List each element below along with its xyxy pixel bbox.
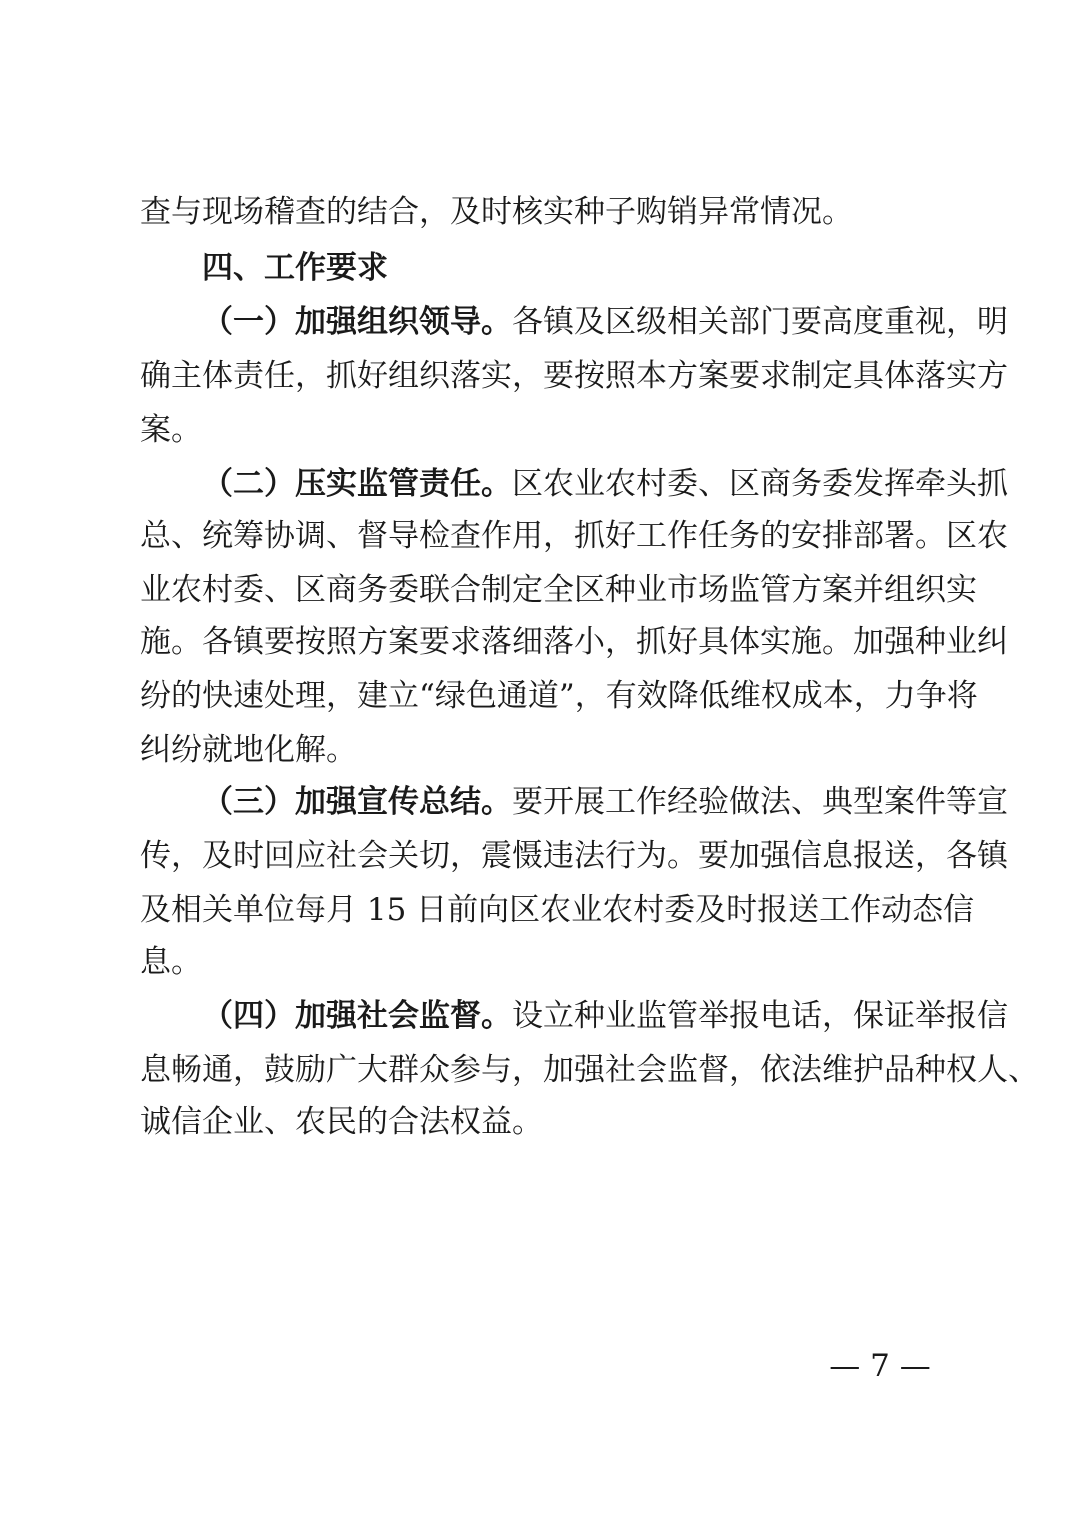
item-4-title: （四）加强社会监督。 xyxy=(202,998,512,1034)
intro-line: 查与现场稽查的结合，及时核实种子购销异常情况。 xyxy=(140,194,853,230)
item-2-line-4: 施。各镇要按照方案要求落细落小，抓好具体实施。加强种业纠 xyxy=(140,624,1008,660)
item-3-line-2: 传，及时回应社会关切，震慑违法行为。要加强信息报送，各镇 xyxy=(140,838,1008,874)
item-2-text: 区农业农村委、区商务委发挥牵头抓 xyxy=(512,466,1008,502)
item-3-title: （三）加强宣传总结。 xyxy=(202,784,512,820)
section-heading: 四、工作要求 xyxy=(202,250,388,286)
item-4-text: 设立种业监管举报电话，保证举报信 xyxy=(512,998,1008,1034)
item-1-line-2: 确主体责任，抓好组织落实，要按照本方案要求制定具体落实方 xyxy=(140,358,1008,394)
item-2-line-6: 纠纷就地化解。 xyxy=(140,732,357,768)
item-2-title: （二）压实监管责任。 xyxy=(202,466,512,502)
item-1-text: 各镇及区级相关部门要高度重视，明 xyxy=(512,304,1008,340)
item-1-title: （一）加强组织领导。 xyxy=(202,304,512,340)
item-2-line-2: 总、统筹协调、督导检查作用，抓好工作任务的安排部署。区农 xyxy=(140,518,1008,554)
item-1-line-1 xyxy=(202,302,1008,342)
item-2-line-5: 纷的快速处理，建立“绿色通道”，有效降低维权成本，力争将 xyxy=(140,678,978,714)
item-4-line-2: 息畅通，鼓励广大群众参与，加强社会监督，依法维护品种权人、 xyxy=(140,1052,1039,1088)
page-number: — 7 — xyxy=(829,1348,931,1384)
item-3-line-3: 及相关单位每月 15 日前向区农业农村委及时报送工作动态信 xyxy=(140,892,975,928)
item-2-line-3: 业农村委、区商务委联合制定全区种业市场监管方案并组织实 xyxy=(140,572,977,608)
item-1-line-3: 案。 xyxy=(140,412,202,448)
item-4-line-1 xyxy=(202,996,1008,1036)
item-3-text: 要开展工作经验做法、典型案件等宣 xyxy=(512,784,1008,820)
item-3-line-1 xyxy=(202,782,1008,822)
item-2-line-1 xyxy=(202,464,1008,504)
item-4-line-3: 诚信企业、农民的合法权益。 xyxy=(140,1104,543,1140)
item-3-line-4: 息。 xyxy=(140,944,202,980)
